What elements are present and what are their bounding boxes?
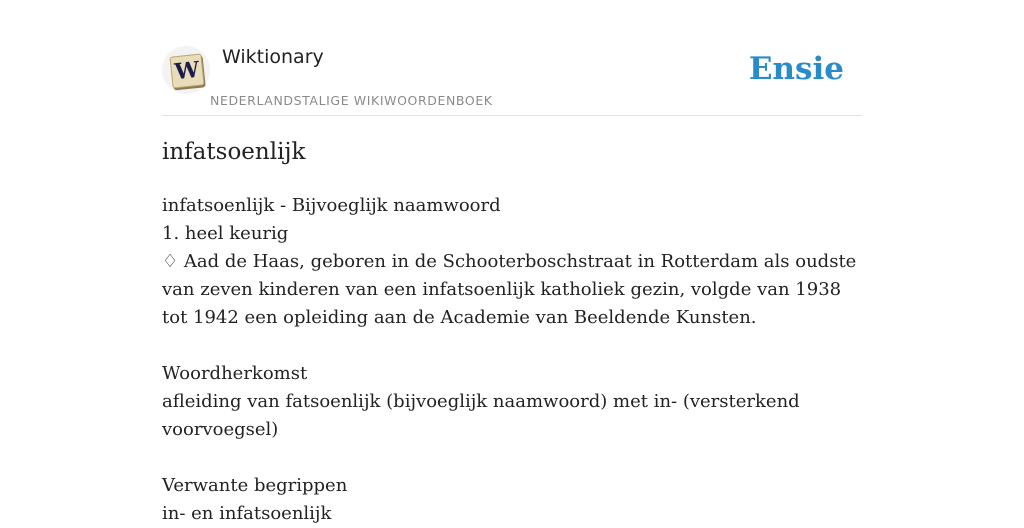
related-heading: Verwante begrippen [162, 475, 348, 496]
wiktionary-logo-icon[interactable] [162, 46, 210, 94]
ensie-brand-link[interactable]: Ensie [748, 51, 844, 87]
etymology-heading: Woordherkomst [162, 363, 308, 384]
entry-content [162, 192, 862, 528]
spacer [162, 444, 862, 472]
spacer [162, 332, 862, 360]
header-divider [162, 115, 862, 116]
example-sentence: ♢ Aad de Haas, geboren in de Schooterboschstraat in Rotterdam als oudste van zeven kinderen van een infatsoenlijk katholiek gezin, volgde van 1938 tot 1942 een opleiding aan de Academie van Beeldende Kunsten. [162, 251, 857, 328]
related-text: in- en infatsoenlijk [162, 503, 332, 524]
sense: 1. heel keurig [162, 223, 289, 244]
logo-letter: W [169, 53, 204, 88]
site-subtitle: NEDERLANDSTALIGE WIKIWOORDENBOEK [210, 93, 493, 108]
etymology-text: afleiding van fatsoenlijk (bijvoeglijk naamwoord) met in- (versterkend voorvoegsel) [162, 391, 800, 440]
entry-title: infatsoenlijk [162, 139, 306, 165]
definition-heading: infatsoenlijk - Bijvoeglijk naamwoord [162, 195, 501, 216]
page [162, 0, 862, 524]
site-name[interactable]: Wiktionary [222, 46, 324, 68]
